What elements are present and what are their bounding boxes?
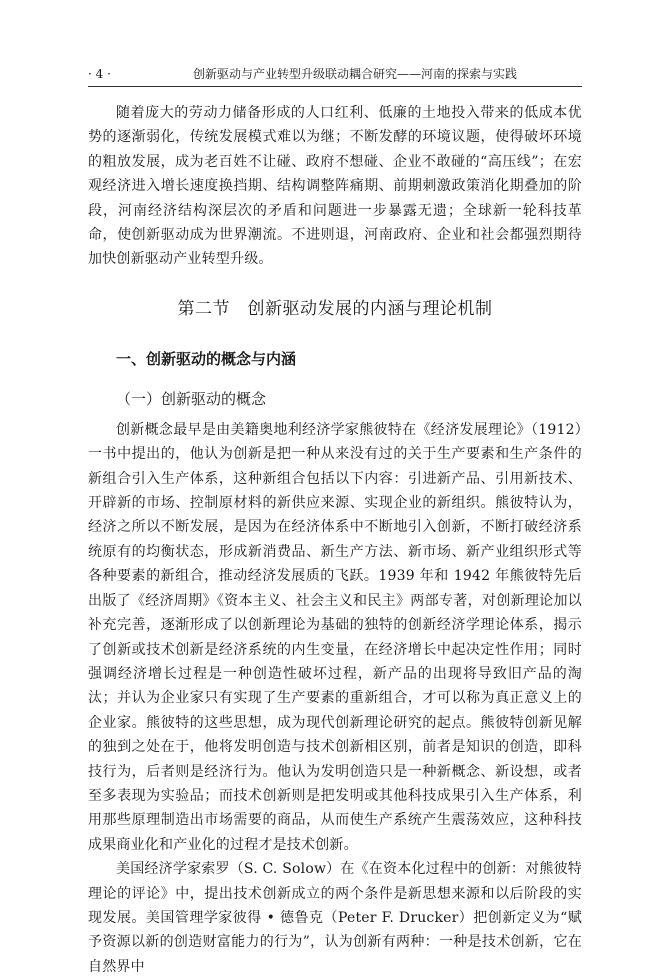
book-title: 创新驱动与产业转型升级联动耦合研究——河南的探索与实践 [192,67,517,81]
section-heading: 第二节 创新驱动发展的内涵与理论机制 [177,298,493,319]
sub-subsection-heading: （一）创新驱动的概念 [116,389,267,408]
page-number: · 4 · [88,67,111,81]
page-body [88,101,582,979]
intro-paragraph: 随着庞大的劳动力储备形成的人口红利、低廉的土地投入带来的低成本优势的逐渐弱化，传统发展模式难以为继；不断发酵的环境议题，使得破坏环境的粗放发展，成为老百姓不让碰、政府不想碰、企业不敢碰的“高压线”；在宏观经济进入增长速度换挡期、结构调整阵痛期、前期刺激政策消化期叠加的阶段，河南经济结构深层次的矛盾和问题进一步暴露无遗；全球新一轮科技革命，使创新驱动成为世界潮流。不进则退，河南政府、企业和社会都强烈期待加快创新驱动产业转型升级。 [88,105,582,268]
subsection-heading: 一、创新驱动的概念与内涵 [116,349,297,368]
body-paragraph-schumpeter: 创新概念最早是由美籍奥地利经济学家熊彼特在《经济发展理论》（1912）一书中提出的，他认为创新是把一种从来没有过的关于生产要素和生产条件的新组合引入生产体系，这种新组合包括以下内容：引进新产品、引用新技术、开辟新的市场、控制原材料的新供应来源、实现企业的新组织。熊彼特认为，经济之所以不断发展，是因为在经济体系中不断地引入创新，不断打破经济系统原有的均衡状态，形成新消费品、新生产方法、新市场、新产业组织形式等各种要素的新组合，推动经济发展质的飞跃。1939 年和 1942 年熊彼特先后出版了《经济周期》《资本主义、社会主义和民主》两部专著，对创新理论加以补充完善，逐渐形成了以创新理论为基础的独特的创新经济学理论体系，揭示了创新或技术创新是经济系统的内生变量，在经济增长中起决定性作用；同时强调经济增长过程是一种创造性破坏过程，新产品的出现将导致旧产品的淘汰；并认为企业家只有实现了生产要素的重新组合，才可以称为真正意义上的企业家。熊彼特的这些思想，成为现代创新理论研究的起点。熊彼特创新见解的独到之处在于，他将发明创造与技术创新相区别，前者是知识的创造，即科技行为，后者则是经济行为。他认为发明创造只是一种新概念、新设想，或者至多表现为实验品；而技术创新则是把发明或其他科技成果引入生产体系，利用那些原理制造出市场需要的商品，从而使生产系统产生震荡效应，这种科技成果商业化和产业化的过程才是技术创新。 [88,421,582,853]
body-paragraph-solow: 美国经济学家索罗（S. C. Solow）在《在资本化过程中的创新：对熊彼特理论的评论》中，提出技术创新成立的两个条件是新思想来源和以后阶段的实现发展。美国管理学家彼得 • 德鲁克（Peter F. Drucker）把创新定义为“赋予资源以新的创造财富能力的行为”，认为创新有两种：一种是技术创新，它在自然界中 [88,861,582,975]
running-header [88,64,582,87]
